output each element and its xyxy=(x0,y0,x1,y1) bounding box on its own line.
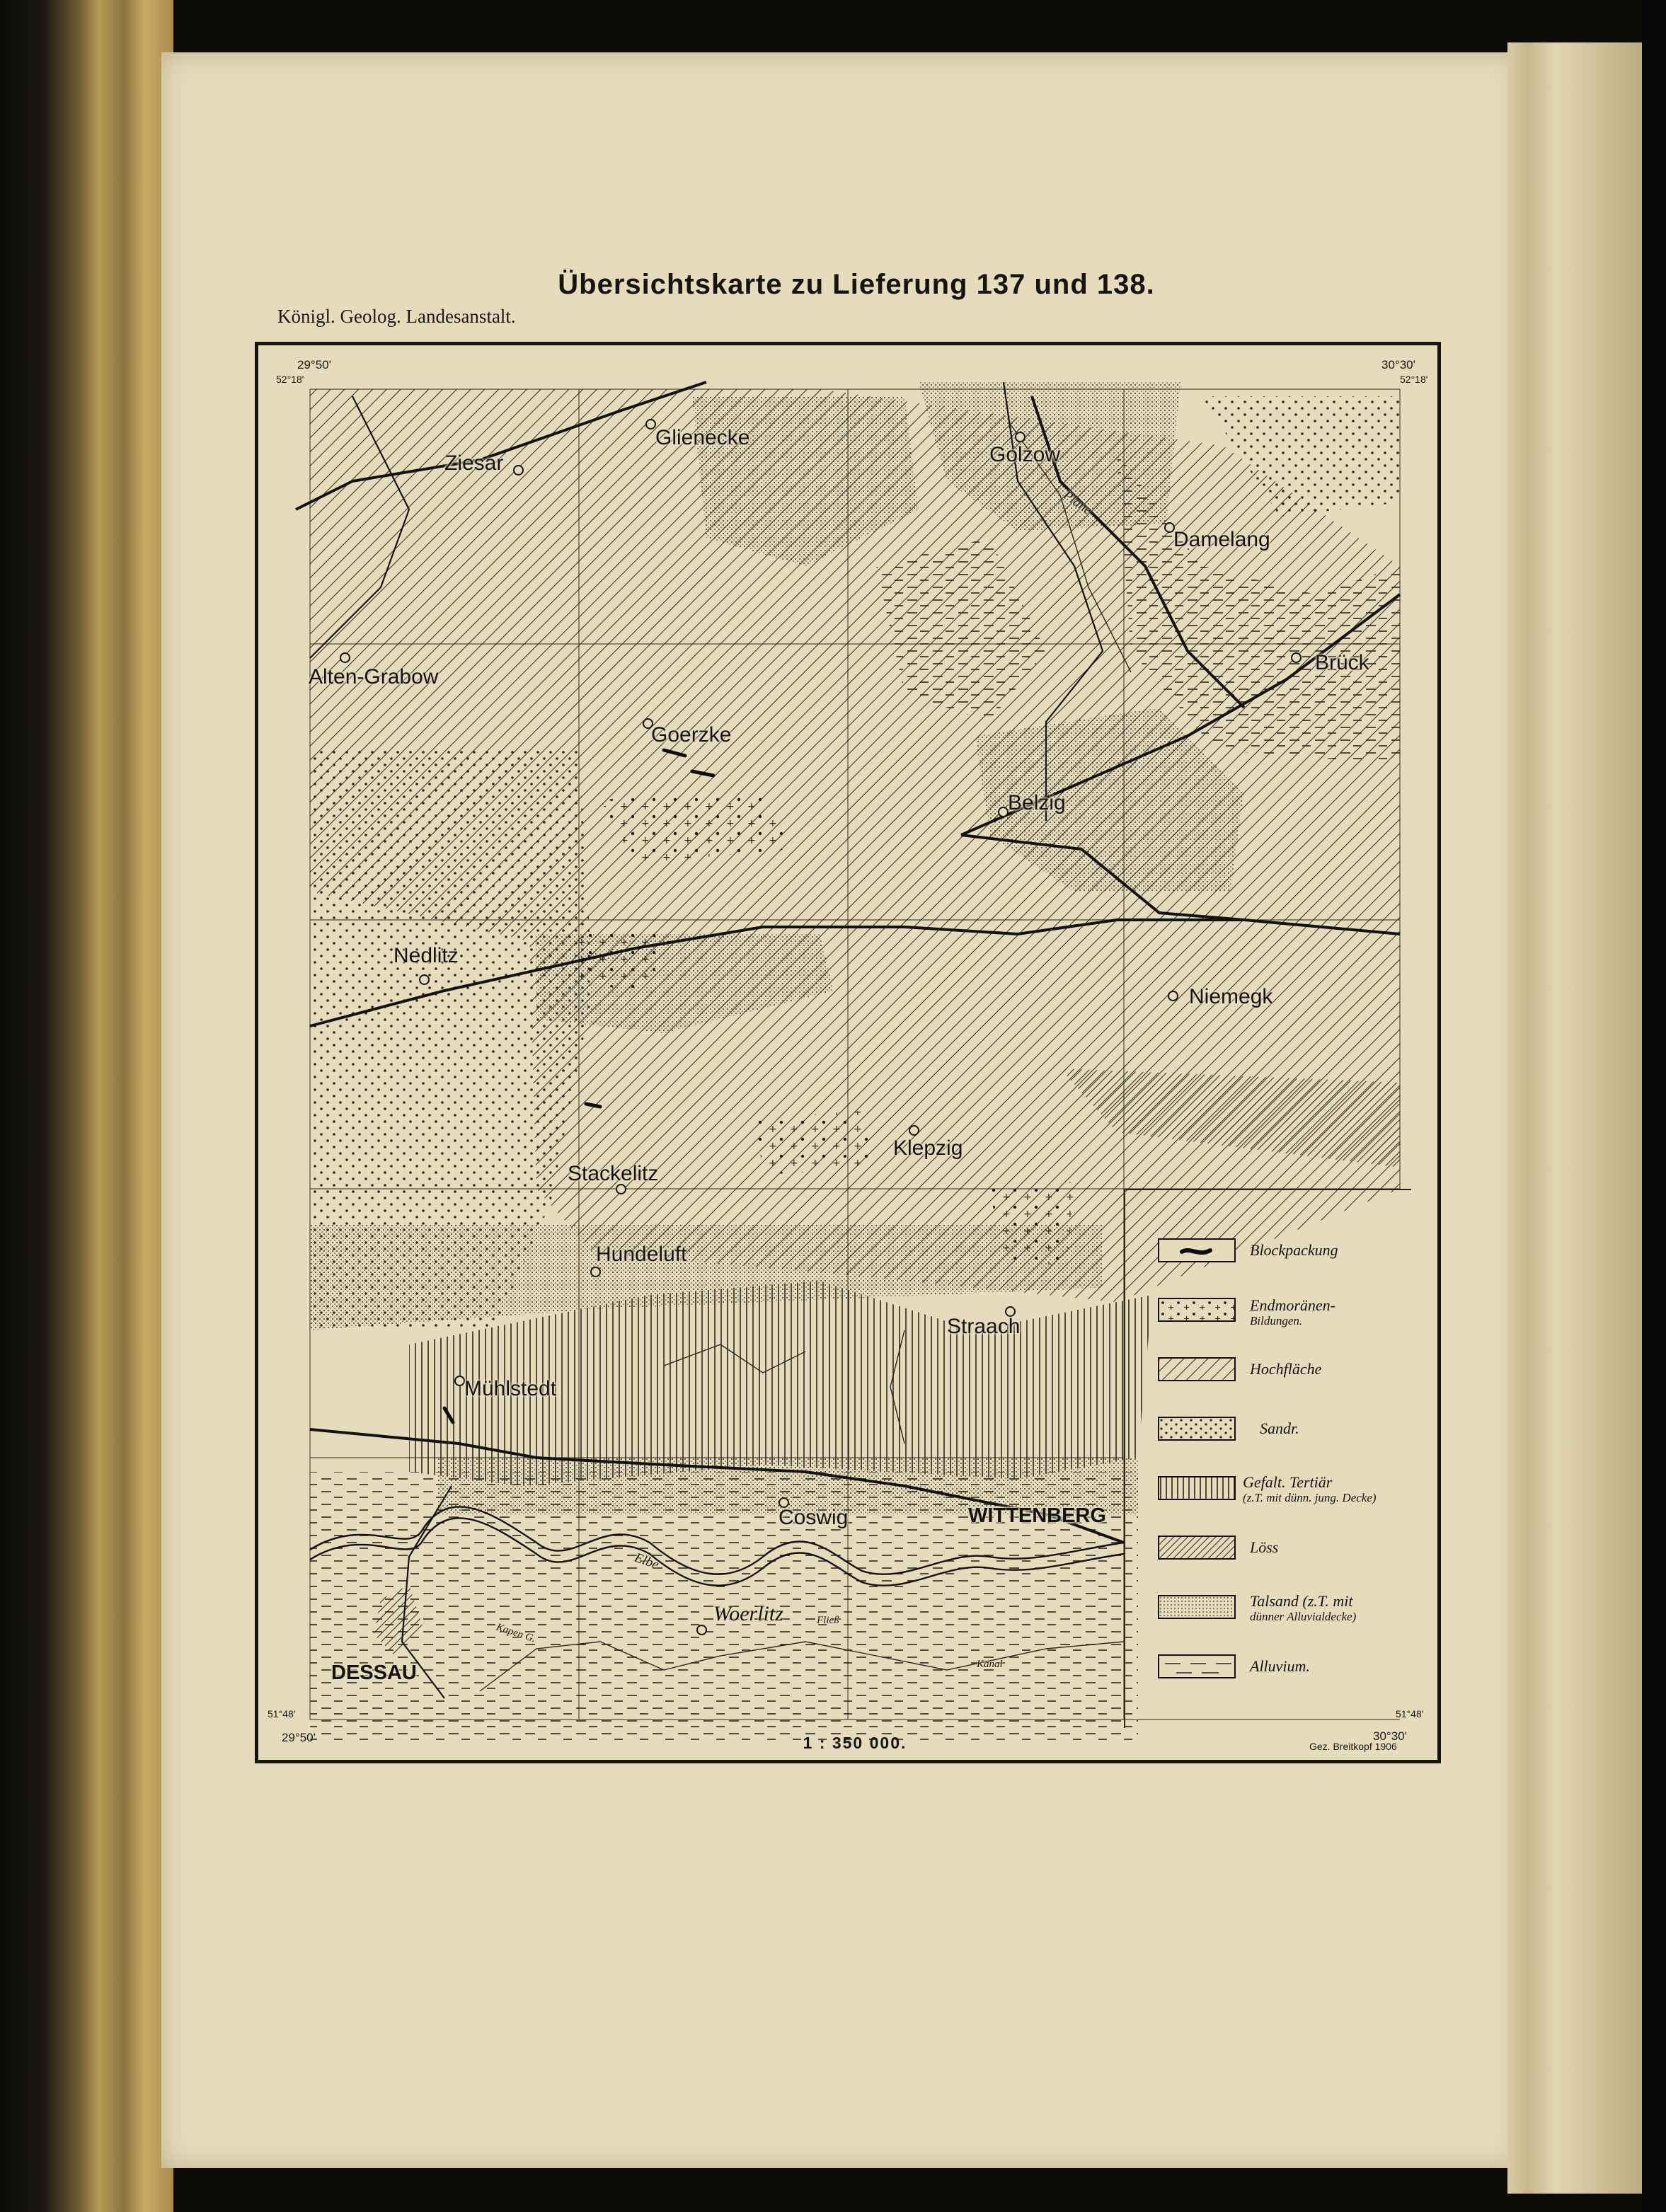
place-golzow: Golzow xyxy=(989,443,1061,466)
town-marker xyxy=(454,1376,465,1386)
town-marker xyxy=(1291,652,1302,663)
coord-bottom-right-lon: 30°30' xyxy=(1373,1729,1407,1743)
place-klepzig: Klepzig xyxy=(893,1136,963,1160)
place-belzig: Belzig xyxy=(1008,791,1066,814)
town-marker xyxy=(1015,432,1026,442)
book-page-edges xyxy=(0,0,173,2212)
credit-label: Gez. Breitkopf 1906 xyxy=(1309,1741,1397,1752)
place-straach: Straach xyxy=(947,1315,1021,1338)
place-niemegk: Niemegk xyxy=(1189,985,1273,1008)
coord-bottom-left-lon: 29°50' xyxy=(282,1731,316,1744)
town-marker xyxy=(340,652,350,663)
town-marker xyxy=(645,419,656,430)
facing-page-edge xyxy=(1507,42,1649,2194)
legend-label-tertiar: Gefalt. Tertiär (z.T. mit dünn. jung. Decke) xyxy=(1243,1473,1377,1504)
map-title: Übersichtskarte zu Lieferung 137 und 138. xyxy=(558,269,1155,300)
legend-label-loss: Löss xyxy=(1250,1538,1279,1556)
town-marker xyxy=(590,1267,601,1277)
place-woerlitz: Woerlitz xyxy=(713,1602,783,1625)
place-wittenberg: WITTENBERG xyxy=(968,1504,1106,1527)
river-label-elbe: Elbe xyxy=(632,1550,661,1573)
river-label-kapen: Kapen G. xyxy=(495,1621,537,1645)
place-bruck: Brück xyxy=(1315,651,1369,674)
place-glienecke: Glienecke xyxy=(655,426,750,449)
coord-top-right-lon: 30°30' xyxy=(1381,358,1415,371)
place-goerzke: Goerzke xyxy=(651,723,732,747)
legend-label-blockpackung: Blockpackung xyxy=(1250,1241,1338,1259)
town-marker xyxy=(419,974,430,985)
place-nedlitz: Nedlitz xyxy=(393,944,459,967)
town-marker xyxy=(998,807,1009,817)
legend-panel xyxy=(1124,1189,1411,1728)
place-dessau: DESSAU xyxy=(331,1661,417,1684)
place-ziesar: Ziesar xyxy=(444,451,504,475)
coord-top-left-lat: 52°18' xyxy=(276,374,304,385)
coord-top-left-lon: 29°50' xyxy=(297,358,331,371)
place-stackelitz: Stackelitz xyxy=(568,1162,659,1185)
coord-bottom-left-lat: 51°48' xyxy=(268,1708,296,1720)
legend-label-talsand: Talsand (z.T. mit dünner Alluvialdecke) xyxy=(1250,1592,1357,1623)
coord-top-right-lat: 52°18' xyxy=(1400,374,1428,385)
legend-label-hochflache: Hochfläche xyxy=(1250,1360,1322,1378)
town-marker xyxy=(909,1125,919,1136)
river-label-fliess: Fließ xyxy=(817,1615,839,1626)
river-label-plane: Plane xyxy=(1060,488,1095,518)
place-alten-grabow: Alten-Grabow xyxy=(309,665,439,689)
legend-label-sandr: Sandr. xyxy=(1260,1419,1299,1437)
place-muhlstedt: Mühlstedt xyxy=(464,1377,557,1400)
book-cover-edge xyxy=(1642,0,1666,2212)
town-marker xyxy=(1168,991,1178,1001)
town-marker xyxy=(696,1625,707,1635)
river-label-kanal: Kanal xyxy=(977,1659,1003,1670)
legend-label-endmoranen: Endmoränen- Bildungen. xyxy=(1250,1296,1335,1327)
legend-label-alluvium: Alluvium. xyxy=(1250,1657,1310,1675)
coord-bottom-right-lat: 51°48' xyxy=(1396,1708,1424,1720)
place-damelang: Damelang xyxy=(1173,528,1270,551)
place-hundeluft: Hundeluft xyxy=(596,1243,687,1266)
scale-label: 1 : 350 000. xyxy=(803,1734,907,1752)
publisher-label: Königl. Geolog. Landesanstalt. xyxy=(277,306,516,327)
place-coswig: Coswig xyxy=(779,1506,849,1529)
town-marker xyxy=(513,465,524,476)
